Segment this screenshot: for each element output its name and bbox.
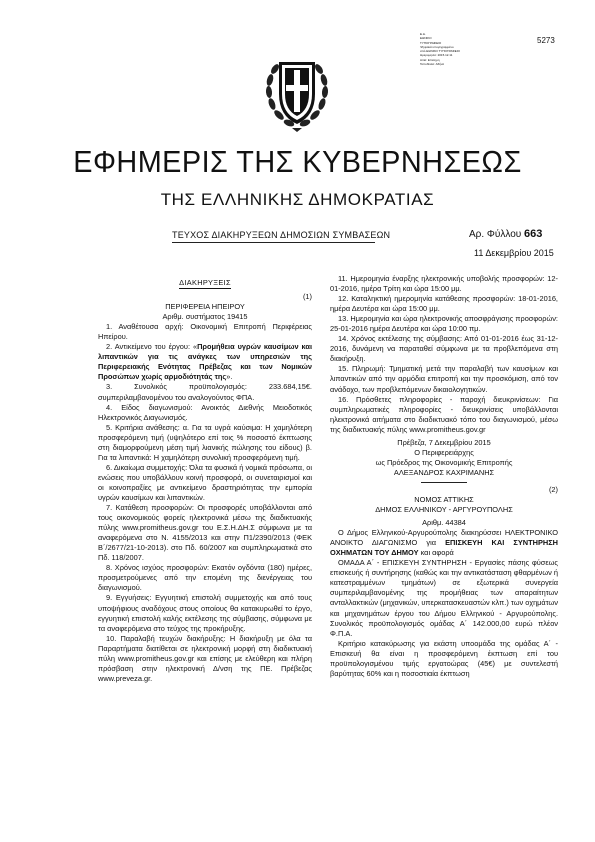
gazette-subtitle: ΤΗΣ ΕΛΛΗΝΙΚΗΣ ΔΗΜΟΚΡΑΤΙΑΣ [160, 190, 435, 209]
stamp-line: Ε.Δ. [420, 32, 426, 36]
paragraph: 10. Παραλαβή τευχών διακήρυξης: Η διακήρυξη με όλα τα Παραρτήματα διατίθεται σε ηλεκτρονική μορφή στη διαδικτυακή πύλη www.promitheus.gov.gr και επίσης με ελεύθερη και πλήρη πρόσβαση στην ηλεκτρονική Δ/νση της ΠΕ. Πρέβεζας www.preveza.gr. [98, 633, 312, 683]
stamp-line: Ημερομηνία: 2015.12.11 [420, 53, 453, 58]
digital-signature-stamp [420, 32, 478, 66]
stamp-line: Τοποθεσία: Αθήνα [420, 62, 445, 67]
gazette-title: ΕΦΗΜΕΡΙΣ ΤΗΣ ΚΥΒΕΡΝΗΣΕΩΣ [73, 144, 522, 179]
paragraph: 5. Κριτήρια ανάθεσης: α. Για τα υγρά καύσιμα: Η χαμηλότερη προσφερόμενη τιμή (υψηλότερο επί τοις % ποσοστό έκπτωσης στη διαμορφούμενη μέση τιμή λιανικής πώλησης του είδους) β. Για τα λιπαντικά: Η χαμηλότερη συνολική προσφερόμενη τιμή. [98, 422, 312, 462]
paragraph: 4. Είδος διαγωνισμού: Ανοικτός Διεθνής Μειοδοτικός Ηλεκτρονικός Διαγωνισμός. [98, 402, 312, 422]
stamp-line: από ΕΘΝΙΚΟ ΤΥΠΟΓΡΑΦΕΙΟ [420, 49, 460, 54]
organization: ΝΟΜΟΣ ΑΤΤΙΚΗΣ [414, 494, 474, 504]
contract-subject: Προμήθεια υγρών καυσίμων και λιπαντικών για τις ανάγκες των υπηρεσιών της Περιφερειακής Ενότητας Πρέβεζας και των Νομικών Προσώπων χωρίς αρμοδιότητάς της [98, 342, 312, 382]
page-number: 5273 [537, 36, 555, 45]
organization: ΠΕΡΙΦΕΡΕΙΑ ΗΠΕΙΡΟΥ [165, 302, 245, 312]
paragraph: 6. Δικαίωμα συμμετοχής: Όλα τα φυσικά ή νομικά πρόσωπα, οι ενώσεις που υποβάλλουν κοινή προσφορά, οι συνεταιρισμοί και οι κοινοπραξίες με αντικείμενο δραστηριότητας την εμπορία υγρών καυσίμων και λιπαντικών. [98, 462, 312, 502]
paragraph: Κριτήριο κατακύρωσης για εκάστη υποομάδα της ομάδας Α΄ - Επισκευή θα είναι η προσφερόμενη έκπτωση επί του προϋπολογισμένου τιμής εργατοώρας (45€) με συντελεστή βαρύτητας 60% και η ποσοστιαία έκπτωση [330, 638, 558, 678]
notice-number: (2) [548, 484, 558, 494]
signer-title: Ο Περιφερειάρχης [414, 447, 474, 457]
paragraph: 14. Χρόνος εκτέλεσης της σύμβασης: Από 01-01-2016 έως 31-12-2016, δυνάμενη να παραταθεί σύμφωνα με τα προβλεπόμενα στη διακήρυξη. [330, 334, 558, 364]
tender-subject: ΕΠΙΣΚΕΥΗ ΚΑΙ ΣΥΝΤΗΡΗΣΗ ΟΧΗΜΑΤΩΝ ΤΟΥ ΔΗΜΟΥ [330, 538, 559, 558]
paragraph: 16. Πρόσθετες πληροφορίες - παροχή διευκρινίσεων: Για συμπληρωματικές πληροφορίες - διευκρινίσεις υποβάλλονται ηλεκτρονικά αιτήματα στο διαδικτυακό τόπο του διαγωνισμού, μέσω της διαδικτυακής πύλης www.promitheus.gov.gr [330, 394, 558, 434]
paragraph: 11. Ημερομηνία έναρξης ηλεκτρονικής υποβολής προσφορών: 12-01-2016, ημέρα Τρίτη και ώρα 15:00 μμ. [330, 274, 558, 294]
stamp-line: Αιτία: Επίσημη [420, 57, 440, 62]
paragraph: ΟΜΑΔΑ Α΄ - ΕΠΙΣΚΕΥΗ ΣΥΝΤΗΡΗΣΗ - Εργασίες πάσης φύσεως επισκευής ή συντήρησης (καθώς και την αντικατάσταση φθαρμένων ή κατεστραμμένων τμημάτων) σε εξωτερικά συνεργεία συμπεριλαμβανομένης της προμήθειας των απαραίτητων ανταλλακτικών (μηχανικών, υπερκατασκευαστών κλπ.) των οχημάτων και μηχανημάτων έργου του Δήμου Ελληνικού - Αργυρούπολης. Συνολικός προϋπολογισμός ομάδας Α΄ 142.000,00 ευρώ πλέον Φ.Π.Α. [330, 558, 558, 638]
notice-number: (1) [302, 292, 312, 302]
paragraph: 7. Κατάθεση προσφορών: Οι προσφορές υποβάλλονται από τους οικονομικούς φορείς ηλεκτρονικά μέσω της διαδικτυακής πύλης www.promitheus.gov.gr του Ε.Σ.Η.ΔΗ.Σ σύμφωνα με τα αναφερόμενα στο Ν. 4155/2013 και στην Π1/2390/2013 (ΦΕΚ Β΄/2677/21-10-2013). στο Πδ. 60/2007 και συμπληρωματικά στο Πδ. 118/2007. [98, 503, 312, 563]
municipality: ΔΗΜΟΣ ΕΛΛΗΝΙΚΟΥ - ΑΡΓΥΡΟΥΠΟΛΗΣ [375, 505, 513, 515]
issue-number-label: Αρ. Φύλλου [469, 229, 522, 240]
left-column [98, 274, 312, 684]
paragraph: 13. Ημερομηνία και ώρα ηλεκτρονικής αποσφράγισης προσφορών: 25-01-2016 ημέρα Δευτέρα και ώρα 10:00 πμ. [330, 314, 558, 334]
stamp-line: ΤΥΠΟΓΡΑΦΕΙΟ [420, 40, 442, 45]
greek-coat-of-arms-emblem [262, 54, 332, 134]
stamp-line: ΕΘΝΙΚΟ [420, 36, 432, 41]
right-column [330, 274, 558, 679]
separator-rule [421, 482, 467, 483]
paragraph: 1. Αναθέτουσα αρχή: Οικονομική Επιτροπή Περιφέρειας Ηπείρου. [98, 322, 312, 342]
issue-type: ΤΕΥΧΟΣ ΔΙΑΚΗΡΥΞΕΩΝ ΔΗΜΟΣΙΩΝ ΣΥΜΒΑΣΕΩΝ [172, 230, 391, 240]
issue-number-value: 663 [524, 228, 543, 240]
paragraph: 3. Συνολικός προϋπολογισμός: 233.684,15€. συμπεριλαμβανομένου του αναλογούντος ΦΠΑ. [98, 382, 312, 402]
signer-name: ΑΛΕΞΑΝΔΡΟΣ ΚΑΧΡΙΜΑΝΗΣ [393, 467, 495, 477]
place-date: Πρέβεζα, 7 Δεκεμβρίου 2015 [397, 437, 491, 447]
paragraph: 15. Πληρωμή: Τμηματική μετά την παραλαβή των καυσίμων και λιπαντικών από την αρμόδια επιτροπή και την προσκόμιση, από τον ανάδοχο, των προβλεπόμενων δικαιολογητικών. [330, 364, 558, 394]
issue-date: 11 Δεκεμβρίου 2015 [474, 248, 554, 258]
signer-role: ως Πρόεδρος της Οικονομικής Επιτροπής [375, 457, 513, 467]
section-title: ΔΙΑΚΗΡΥΞΕΙΣ [179, 278, 231, 287]
issue-number [469, 228, 542, 240]
stamp-line: Ψηφιακά υπογεγραμμένο [420, 44, 454, 49]
issue-type-underline [172, 242, 375, 243]
paragraph: 12. Καταληκτική ημερομηνία κατάθεσης προσφορών: 18-01-2016, ημέρα Δευτέρα και ώρα 15:00 μμ. [330, 294, 558, 314]
paragraph: 9. Εγγυήσεις: Εγγυητική επιστολή συμμετοχής και από τους υποψήφιους αναδόχους στους οποίους θα κατακυρωθεί το έργο, εγγυητική επιστολή καλής εκτέλεσης της σύμβασης, σύμφωνα με τα αναφερόμενα στο τεύχος της προκήρυξης. [98, 593, 312, 633]
reference-number: Αριθμ. 44384 [422, 518, 466, 528]
paragraph: Ο Δήμος Ελληνικού-Αργυρούπολης διακηρύσσει ΗΛΕΚΤΡΟΝΙΚΟ ΑΝΟΙΚΤΟ ΔΙΑΓΩΝΙΣΜΟ για ΕΠΙΣΚΕΥΗ ΚΑΙ ΣΥΝΤΗΡΗΣΗ ΟΧΗΜΑΤΩΝ ΤΟΥ ΔΗΜΟΥ και αφορά [330, 528, 559, 558]
paragraph: 8. Χρόνος ισχύος προσφορών: Εκατόν ογδόντα (180) ημέρες, προσμετρούμενες από την επομένη της διενέργειας του διαγωνισμού. [98, 563, 312, 593]
paragraph: 2. Αντικείμενο του έργου: «Προμήθεια υγρών καυσίμων και λιπαντικών για τις ανάγκες των υπηρεσιών της Περιφερειακής Ενότητας Πρέβεζας και των Νομικών Προσώπων χωρίς αρμοδιότητάς της». [98, 342, 312, 382]
system-number: Αριθμ. συστήματος 19415 [162, 312, 248, 322]
